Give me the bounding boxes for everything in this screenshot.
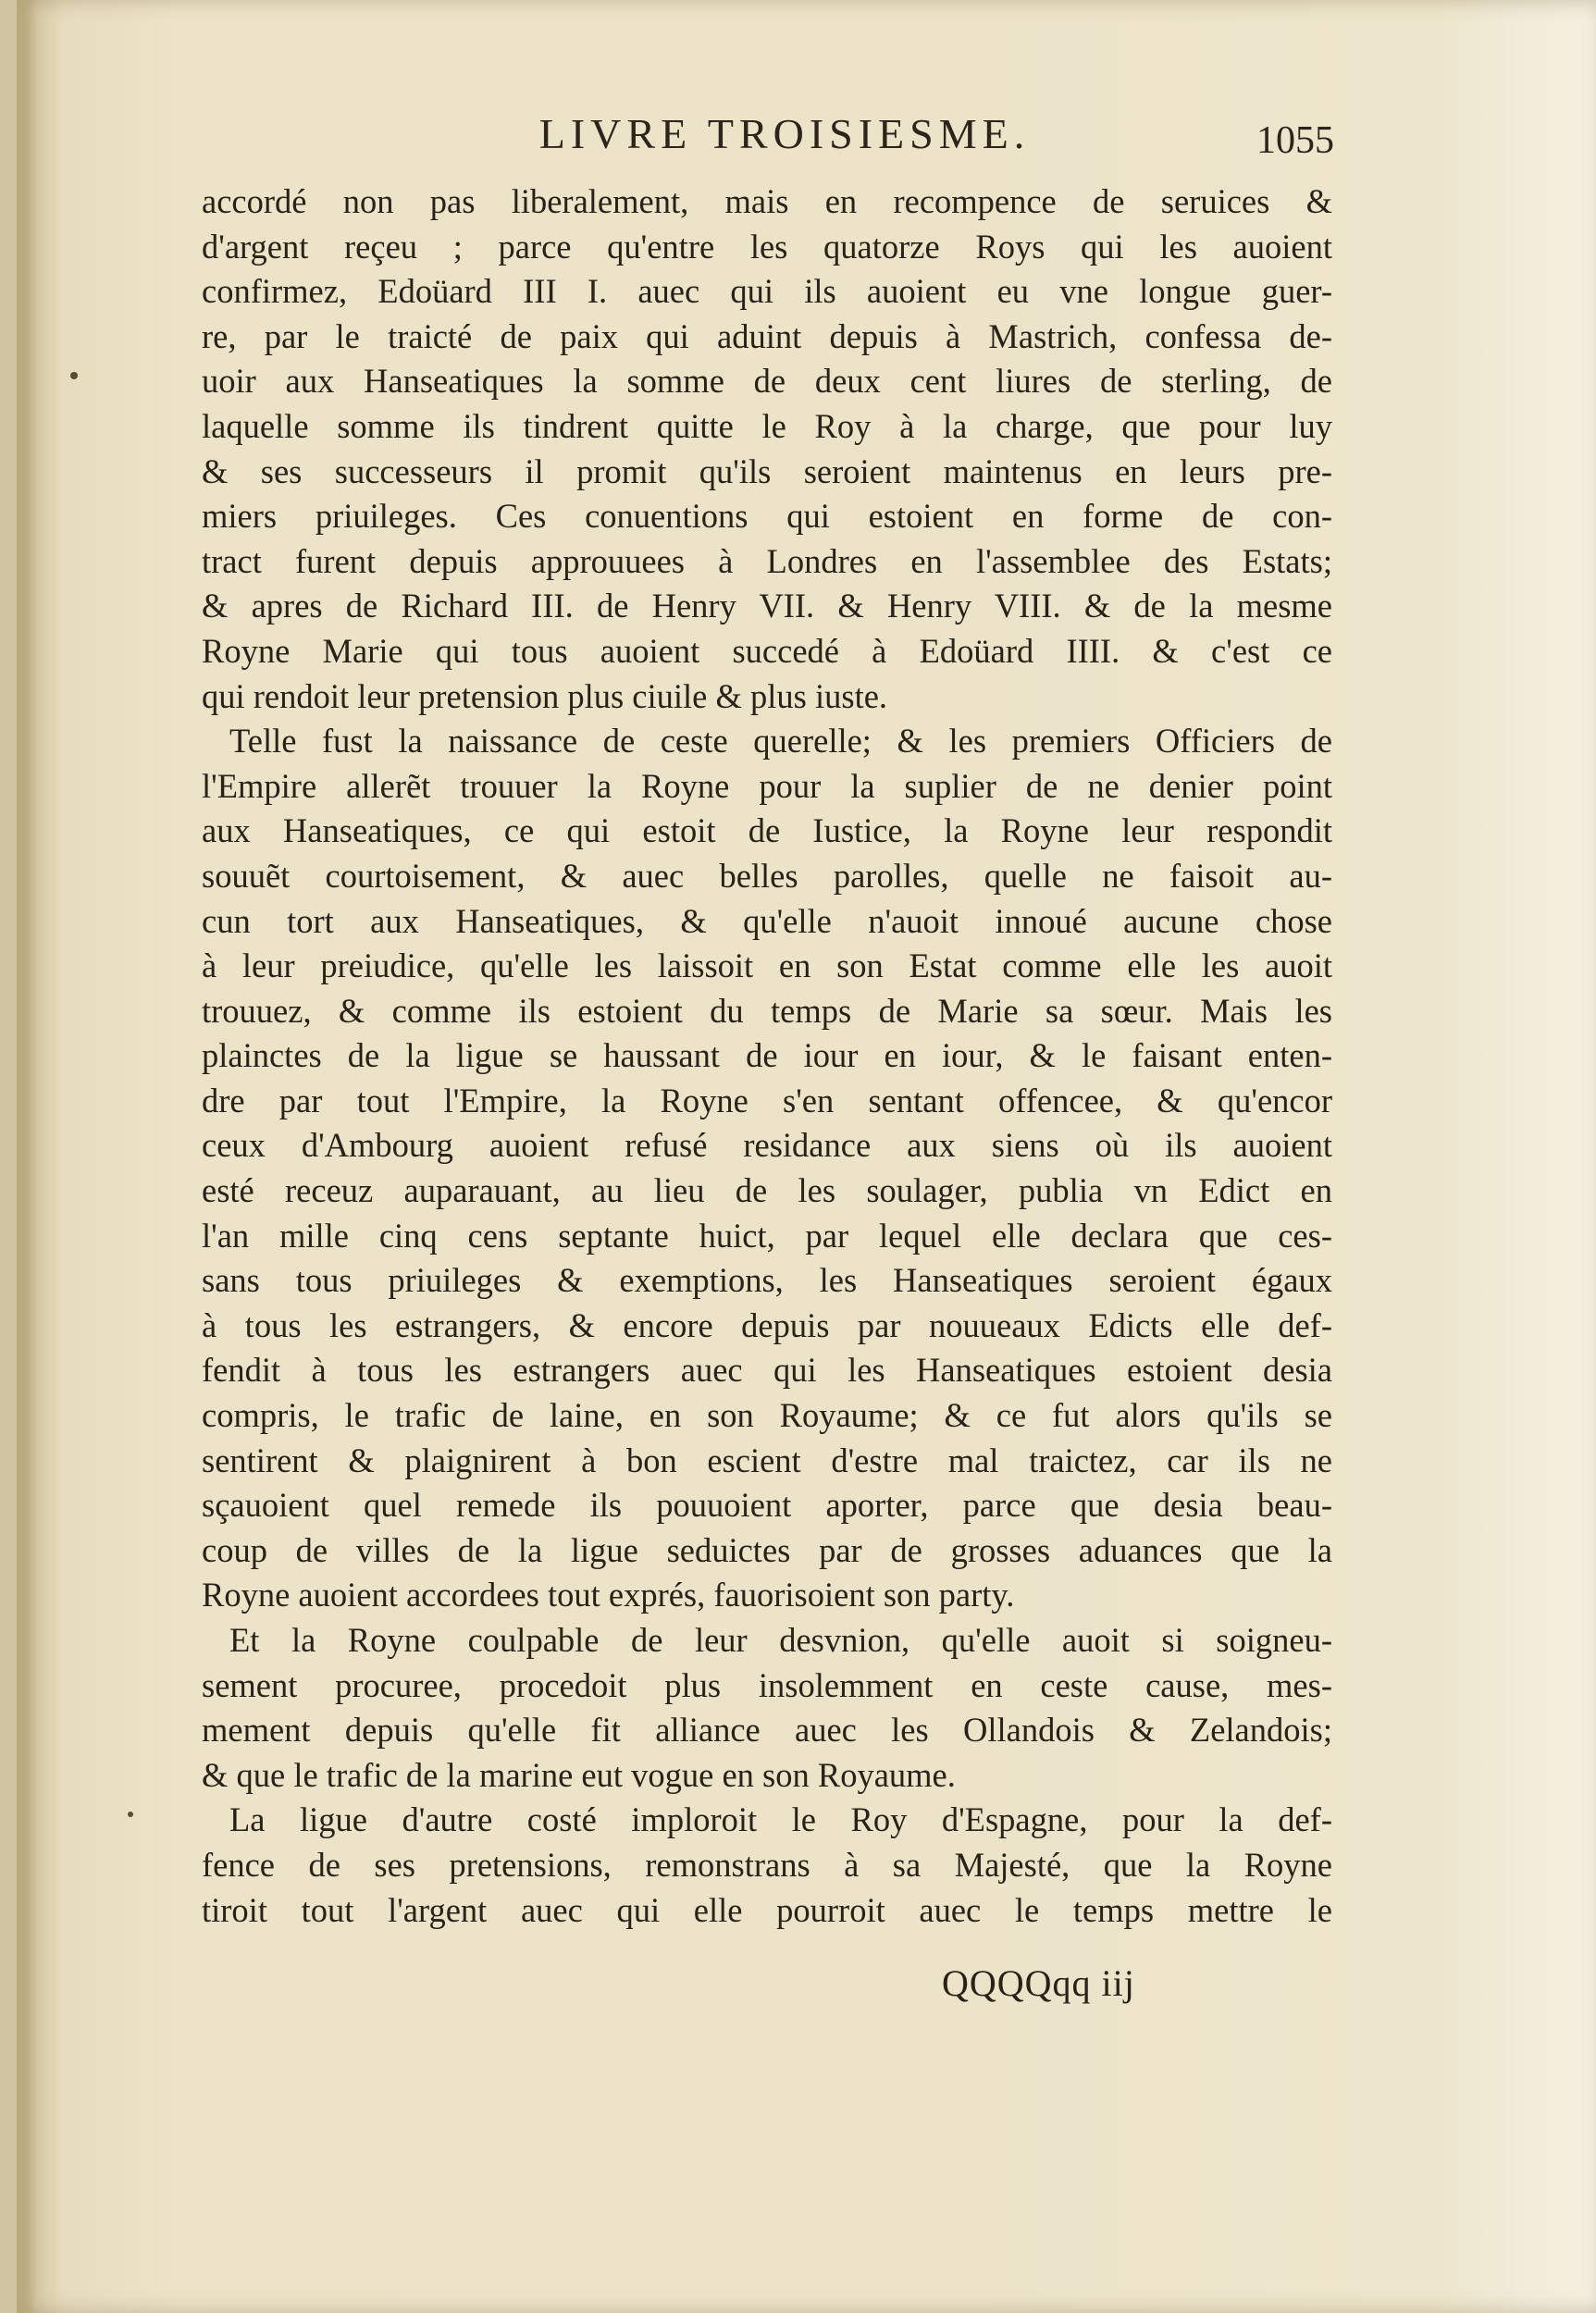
text-line: & ses successeurs il promit qu'ils seroient maintenus en leurs pre- — [202, 451, 1332, 490]
running-title: LIVRE TROISIESME. — [538, 110, 1031, 157]
text-line: sans tous priuileges & exemptions, les Hanseatiques seroient égaux — [202, 1261, 1332, 1300]
book-page — [17, 0, 1596, 2313]
spine-mark — [128, 1812, 133, 1817]
text-line: l'an mille cinq cens septante huict, par lequel elle declara que ces- — [202, 1216, 1332, 1255]
text-line: accordé non pas liberalement, mais en recompence de seruices & — [202, 182, 1332, 220]
signature-mark: QQQQqq iij — [942, 1962, 1135, 2004]
text-line: à tous les estrangers, & encore depuis par nouueaux Edicts elle def- — [202, 1305, 1332, 1344]
text-line: compris, le trafic de laine, en son Royaume; & ce fut alors qu'ils se — [202, 1396, 1332, 1435]
text-line: Royne auoient accordees tout exprés, fauorisoient son party. — [202, 1576, 1015, 1614]
text-line: l'Empire allerẽt trouuer la Royne pour la suplier de ne denier point — [202, 766, 1332, 805]
text-line: Telle fust la naissance de ceste querelle; & les premiers Officiers de — [229, 722, 1332, 761]
text-line: & que le trafic de la marine eut vogue en son Royaume. — [202, 1755, 956, 1794]
text-line: & apres de Richard III. de Henry VII. & Henry VIII. & de la mesme — [202, 587, 1332, 625]
text-line: d'argent reçeu ; parce qu'entre les quatorze Roys qui les auoient — [202, 227, 1332, 266]
text-line: sçauoient quel remede ils pouuoient aporter, parce que desia beau- — [202, 1486, 1332, 1525]
text-line: miers priuileges. Ces conuentions qui estoient en forme de con- — [202, 497, 1332, 536]
text-line: Et la Royne coulpable de leur desvnion, qu'elle auoit si soigneu- — [229, 1621, 1332, 1659]
text-line: coup de villes de la ligue seduictes par de grosses aduances que la — [202, 1530, 1332, 1569]
body-text — [202, 179, 1332, 1933]
text-line: sentirent & plaignirent à bon escient d'estre mal traictez, car ils ne — [202, 1441, 1332, 1479]
text-line: laquelle somme ils tindrent quitte le Roy à la charge, que pour luy — [202, 406, 1332, 445]
text-line: qui rendoit leur pretension plus ciuile & plus iuste. — [202, 676, 888, 715]
text-line: tiroit tout l'argent auec qui elle pourroit auec le temps mettre le — [202, 1890, 1332, 1929]
text-line: re, par le traicté de paix qui aduint depuis à Mastrich, confessa de- — [202, 316, 1332, 355]
text-line: fence de ses pretensions, remonstrans à sa Majesté, que la Royne — [202, 1845, 1332, 1884]
text-line: plainctes de la ligue se haussant de iour en iour, & le faisant enten- — [202, 1036, 1332, 1075]
text-line: La ligue d'autre costé imploroit le Roy d'Espagne, pour la def- — [229, 1800, 1332, 1839]
text-line: uoir aux Hanseatiques la somme de deux cent liures de sterling, de — [202, 362, 1332, 401]
spine-mark — [70, 372, 78, 379]
text-line: ceux d'Ambourg auoient refusé residance aux siens où ils auoient — [202, 1126, 1332, 1165]
text-line: cun tort aux Hanseatiques, & qu'elle n'auoit innoué aucune chose — [202, 901, 1332, 940]
text-line: sement procuree, procedoit plus insolemment en ceste cause, mes- — [202, 1665, 1332, 1704]
text-line: confirmez, Edoüard III I. auec qui ils auoient eu vne longue guer- — [202, 272, 1332, 311]
text-line: trouuez, & comme ils estoient du temps de Marie sa sœur. Mais les — [202, 991, 1332, 1030]
text-line: tract furent depuis approuuees à Londres en l'assemblee des Estats; — [202, 541, 1332, 580]
text-line: souuẽt courtoisement, & auec belles parolles, quelle ne faisoit au- — [202, 856, 1332, 895]
text-line: Royne Marie qui tous auoient succedé à Edoüard IIII. & c'est ce — [202, 631, 1332, 670]
text-line: esté receuz auparauant, au lieu de les soulager, publia vn Edict en — [202, 1171, 1332, 1210]
text-line: fendit à tous les estrangers auec qui les Hanseatiques estoient desia — [202, 1351, 1332, 1390]
page-number: 1055 — [1256, 119, 1334, 162]
text-line: à leur preiudice, qu'elle les laissoit en son Estat comme elle les auoit — [202, 946, 1332, 985]
text-line: dre par tout l'Empire, la Royne s'en sentant offencee, & qu'encor — [202, 1081, 1332, 1119]
text-line: aux Hanseatiques, ce qui estoit de Iustice, la Royne leur respondit — [202, 811, 1332, 850]
text-line: mement depuis qu'elle fit alliance auec les Ollandois & Zelandois; — [202, 1711, 1332, 1750]
